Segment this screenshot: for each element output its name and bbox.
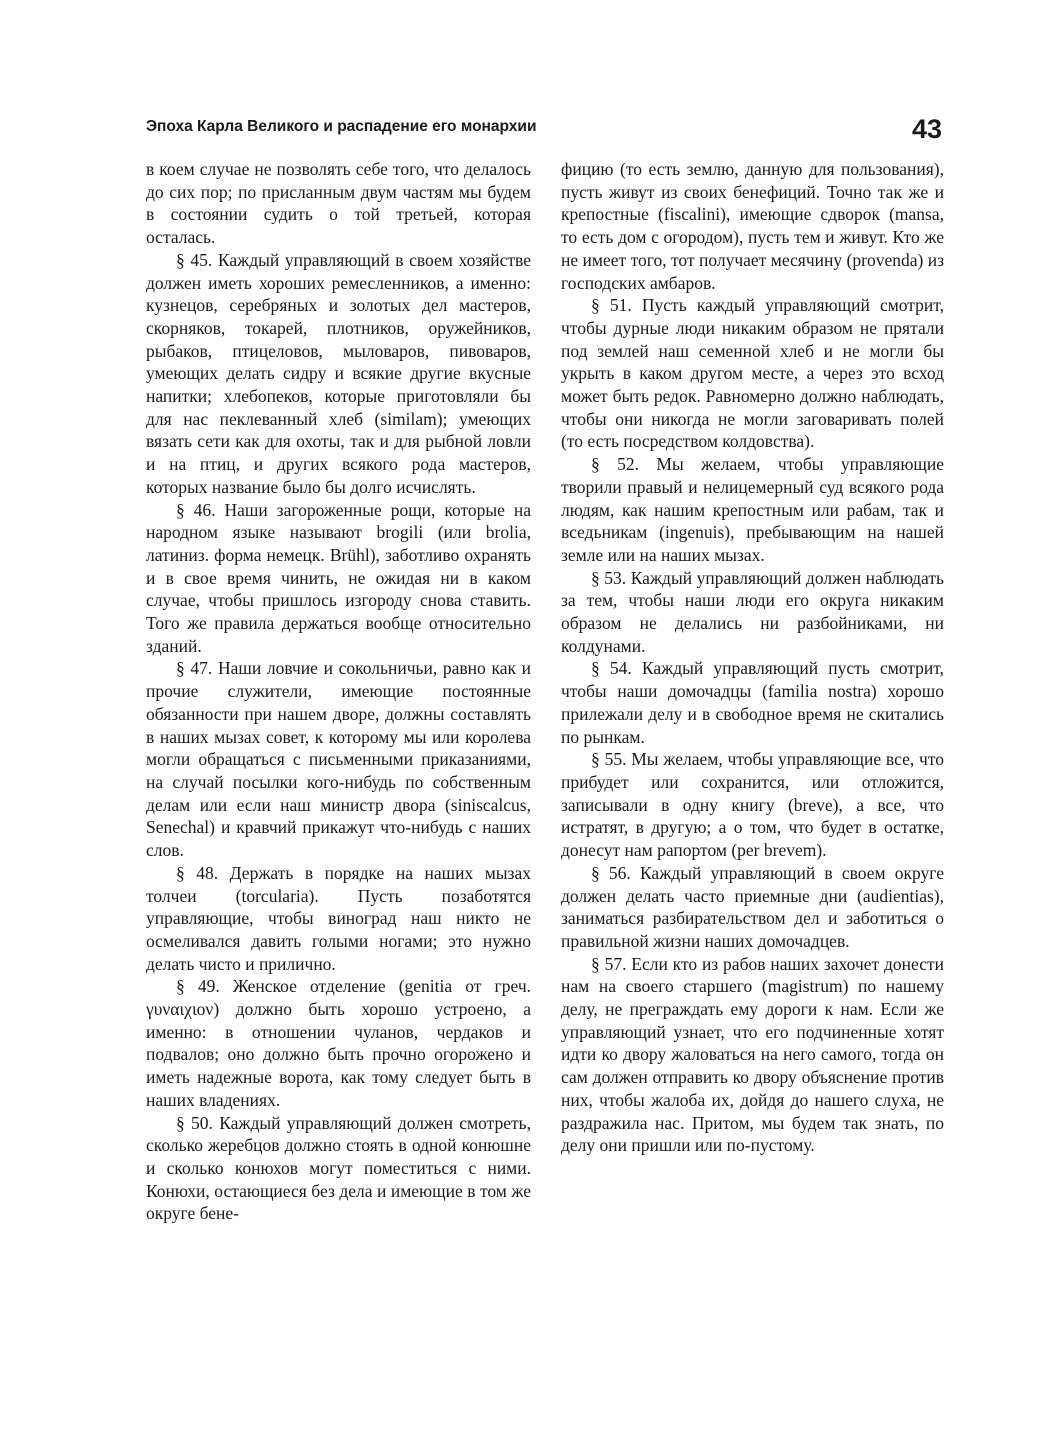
paragraph-57: § 57. Если кто из рабов наших захочет донести нам на своего старшего (magistrum) по нашему делу, не преграждать ему дороги к нам. Если же управляющий узнает, что его подчиненные хотят идти ко двору жаловаться на него самого, тогда он сам должен отправить ко двору объяснение против них, чтобы жалоба их, дойдя до нашего слуха, не раздражила нас. Притом, мы будем так знать, по делу они пришли или по-пустому. — [561, 953, 944, 1156]
paragraph-52: § 52. Мы желаем, чтобы управляющие творили правый и нелицемерный суд всякого рода людям, как нашим крепостным или рабам, так и вседьникам (ingenuis), пребывающим на нашей земле или на наших мызах. — [561, 454, 944, 565]
paragraph-46: § 46. Наши загороженные рощи, которые на народном языке называют brogili (или brolia, латиниз. форма немецк. Brühl), заботливо охранять и в свое время чинить, не ожидая ни в каком случае, чтобы пришлось изгороду снова ставить. Того же правила держаться вообще относительно зданий. — [146, 499, 531, 656]
page-number: 43 — [911, 114, 942, 144]
paragraph-50-continuation: фицию (то есть землю, данную для пользования), пусть живут из своих бенефиций. Точно так же и крепостные (fiscalini), имеющие сдворок (mansa, то есть дом с огородом), пусть тем и живут. Кто же не имеет того, тот получает месячину (provenda) из господских амбаров. — [561, 159, 944, 293]
paragraph-55: § 55. Мы желаем, чтобы управляющие все, что прибудет или сохранится, или отложится, записывали в одну книгу (breve), а все, что истратят, в другую; а о том, что будет в остатке, донесут нам рапортом (per brevem). — [561, 749, 944, 861]
running-title: Эпоха Карла Великого и распадение его монархии — [146, 118, 537, 135]
paragraph-49: § 49. Женское отделение (genitia от греч. γυναιχιον) должно быть хорошо устроено, а именно: в отношении чуланов, чердаков и подвалов; оно должно быть прочно огорожено и иметь надежные ворота, как тому следует быть в наших владениях. — [146, 976, 531, 1110]
page-header — [146, 114, 942, 150]
paragraph-48: § 48. Держать в порядке на наших мызах толчеи (torcularia). Пусть позаботятся управляющие, чтобы виноград наш никто не осмеливался давить голыми ногами; это нужно делать чисто и прилично. — [146, 862, 531, 974]
paragraph-50: § 50. Каждый управляющий должен смотреть, сколько жеребцов должно стоять в одной конюшне и сколько конюхов могут поместиться с ними. Конюхи, остающиеся без дела и имеющие в том же округе бене- — [146, 1112, 531, 1224]
paragraph-56: § 56. Каждый управляющий в своем округе должен делать часто приемные дни (audientias), заниматься разбирательством дел и заботиться о правильной жизни наших домочадцев. — [561, 862, 944, 951]
paragraph-54: § 54. Каждый управляющий пусть смотрит, чтобы наши домочадцы (familia nostra) хорошо прилежали делу и в свободное время не скитались по рынкам. — [561, 658, 944, 747]
paragraph-45: § 45. Каждый управляющий в своем хозяйстве должен иметь хороших ремесленников, а именно: кузнецов, серебряных и золотых дел мастеров, скорняков, токарей, плотников, оружейников, рыбаков, птицеловов, мыловаров, пивоваров, умеющих делать сидру и всякие другие вкусные напитки; хлебопеков, которые приготовляли бы для нас пеклеванный хлеб (similam); умеющих вязать сети как для охоты, так и для рыбной ловли и на птиц, и других всякого рода мастеров, которых название было бы долго исчислять. — [146, 249, 531, 497]
paragraph-47: § 47. Наши ловчие и сокольничьи, равно как и прочие служители, имеющие постоянные обязанности при нашем дворе, должны составлять в наших мызах совет, к которому мы или королева могли обращаться с письменными приказаниями, на случай посылки кого-нибудь по собственным делам или если наш министр двора (siniscalcus, Senechal) и кравчий прикажут что-нибудь с наших слов. — [146, 658, 531, 861]
left-column — [146, 158, 531, 1225]
paragraph-51: § 51. Пусть каждый управляющий смотрит, чтобы дурные люди никаким образом не прятали под землей наш семенной хлеб и не могли бы укрыть в каком другом месте, а через это всход может быть редок. Равномерно должно наблюдать, чтобы они никогда не могли заговаривать полей (то есть посредством колдовства). — [561, 295, 944, 452]
right-column — [561, 158, 944, 1157]
paragraph-continuation: в коем случае не позволять себе того, что делалось до сих пор; по присланным двум частям мы будем в состоянии судить о той третьей, которая осталась. — [146, 159, 531, 248]
paragraph-53: § 53. Каждый управляющий должен наблюдать за тем, чтобы наши люди его округа никаким образом не делались ни разбойниками, ни колдунами. — [561, 567, 944, 656]
